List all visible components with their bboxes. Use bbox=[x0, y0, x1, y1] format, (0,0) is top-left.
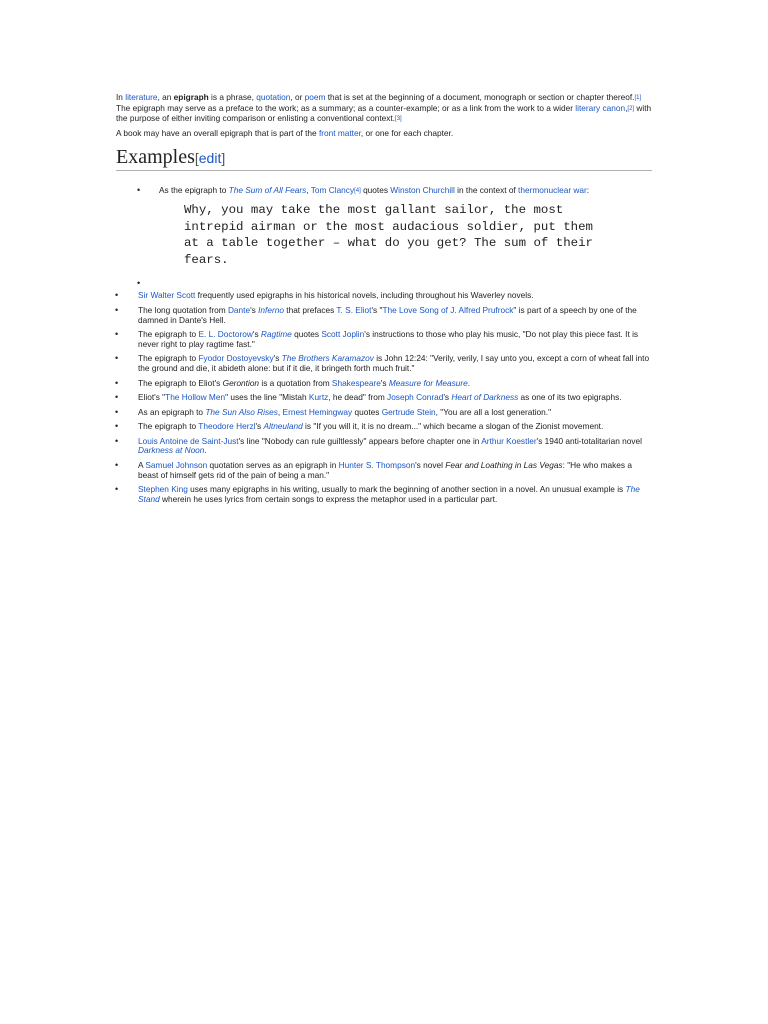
bullet-icon: • bbox=[137, 278, 141, 289]
text: : "He who makes a beast of himself gets rid of the pain of being a man." bbox=[138, 460, 632, 480]
text: quotes bbox=[360, 185, 391, 196]
text: quotes bbox=[352, 406, 382, 417]
churchill-quote: Why, you may take the most gallant sailor, the most intrepid airman or the most audacious soldier, put them at a table together – what do you get? The sum of their fears. bbox=[184, 202, 593, 267]
text: , an bbox=[157, 92, 174, 102]
citation-3[interactable]: [3] bbox=[395, 116, 402, 123]
text: with the purpose of either inviting comparison or enlisting a conventional context. bbox=[116, 102, 652, 124]
list-item bbox=[116, 422, 652, 432]
text: is "If you will it, it is no dream..." which became a slogan of the Zionist movement. bbox=[302, 421, 604, 432]
link-theodore-herzl[interactable]: Theodore Herzl bbox=[198, 421, 256, 432]
text: . bbox=[467, 377, 471, 388]
text: 's line "Nobody can rule guiltlessly" appears before chapter one in bbox=[238, 435, 482, 446]
text: 's 1940 anti-totalitarian novel bbox=[536, 435, 642, 446]
text: that prefaces bbox=[283, 304, 337, 315]
bullet-icon: • bbox=[115, 421, 119, 432]
list-item bbox=[116, 437, 652, 456]
list-item bbox=[116, 461, 652, 480]
bullet-icon: • bbox=[115, 460, 119, 471]
text: , he dead" from bbox=[328, 392, 388, 403]
link-brothers-karamazov[interactable]: The Brothers Karamazov bbox=[281, 353, 374, 364]
bullet-icon: • bbox=[115, 435, 119, 446]
link-poem[interactable]: poem bbox=[304, 92, 326, 102]
text: , or bbox=[290, 92, 305, 102]
text: is John 12:24: "Verily, verily, I say unto you, except a corn of wheat fall into the ground and die, it abideth alone: but if it die, it bringeth forth much fruit." bbox=[138, 353, 650, 373]
text: Eliot's " bbox=[138, 392, 166, 403]
link-quotation[interactable]: quotation bbox=[256, 92, 291, 102]
bullet-icon: • bbox=[115, 304, 119, 315]
text: " is part of a speech by one of the damned in Dante's Hell. bbox=[138, 304, 637, 325]
text: The epigraph to bbox=[138, 421, 199, 432]
text: " uses the line "Mistah bbox=[225, 392, 309, 403]
link-arthur-koestler[interactable]: Arthur Koestler bbox=[481, 435, 537, 446]
link-measure-for-measure[interactable]: Measure for Measure bbox=[388, 377, 468, 388]
text: that is set at the beginning of a document, monograph or section or chapter thereof. bbox=[325, 92, 635, 102]
nested-example-list bbox=[116, 186, 652, 289]
link-joseph-conrad[interactable]: Joseph Conrad bbox=[387, 392, 444, 403]
bracket: ] bbox=[221, 150, 226, 167]
text: 's novel bbox=[415, 460, 446, 471]
text: As the epigraph to bbox=[159, 185, 229, 196]
bullet-icon: • bbox=[115, 377, 119, 388]
link-stephen-king[interactable]: Stephen King bbox=[138, 484, 188, 495]
link-tom-clancy[interactable]: Tom Clancy bbox=[310, 185, 355, 196]
bullet-icon: • bbox=[115, 392, 119, 403]
link-scott-joplin[interactable]: Scott Joplin bbox=[321, 329, 365, 340]
list-item bbox=[116, 306, 652, 325]
list-item bbox=[116, 485, 652, 504]
bullet-icon: • bbox=[115, 290, 119, 301]
text: The epigraph to bbox=[138, 353, 199, 364]
empty-list-item bbox=[136, 279, 652, 289]
link-gertrude-stein[interactable]: Gertrude Stein bbox=[381, 406, 436, 417]
front-matter-paragraph bbox=[116, 129, 652, 139]
link-el-doctorow[interactable]: E. L. Doctorow bbox=[198, 329, 253, 340]
bullet-icon: • bbox=[115, 353, 119, 364]
list-item bbox=[116, 291, 652, 301]
text: , bbox=[277, 406, 283, 417]
text: As an epigraph to bbox=[138, 406, 206, 417]
link-thermonuclear-war[interactable]: thermonuclear war bbox=[518, 185, 587, 196]
link-ragtime[interactable]: Ragtime bbox=[260, 329, 292, 340]
link-walter-scott[interactable]: Sir Walter Scott bbox=[138, 290, 196, 301]
link-literature[interactable]: literature bbox=[125, 92, 158, 102]
text: is a phrase, bbox=[208, 92, 257, 102]
link-dante[interactable]: Dante bbox=[227, 304, 251, 315]
link-literary-canon[interactable]: literary canon bbox=[575, 102, 626, 113]
text: , bbox=[306, 185, 311, 196]
text: : bbox=[586, 185, 590, 196]
link-dostoyevsky[interactable]: Fyodor Dostoyevsky bbox=[198, 353, 274, 364]
text: The epigraph to Eliot's bbox=[138, 377, 223, 388]
term-epigraph: epigraph bbox=[173, 92, 209, 102]
text: The long quotation from bbox=[138, 304, 228, 315]
link-inferno[interactable]: Inferno bbox=[258, 304, 284, 315]
citation-1[interactable]: [1] bbox=[634, 95, 642, 101]
text: 's instructions to those who play his music, "Do not play this piece fast. It is never right to play ragtime fast." bbox=[138, 329, 639, 349]
link-ernest-hemingway[interactable]: Ernest Hemingway bbox=[282, 406, 353, 417]
bullet-icon: • bbox=[115, 484, 119, 495]
text: 's bbox=[380, 377, 389, 388]
text: 's bbox=[252, 329, 261, 340]
title-fear-and-loathing: Fear and Loathing in Las Vegas bbox=[445, 460, 563, 471]
text: 's bbox=[443, 392, 452, 403]
bullet-icon: • bbox=[115, 406, 119, 417]
text: A bbox=[138, 460, 146, 471]
text: frequently used epigraphs in his historical novels, including throughout his Waverley novels. bbox=[195, 290, 534, 301]
text: is a quotation from bbox=[259, 377, 332, 388]
list-item bbox=[116, 379, 652, 389]
text: quotation serves as an epigraph in bbox=[207, 460, 339, 471]
link-shakespeare[interactable]: Shakespeare bbox=[331, 377, 381, 388]
link-the-stand[interactable]: The Stand bbox=[138, 484, 640, 504]
text: 's " bbox=[371, 304, 383, 315]
link-heart-of-darkness[interactable]: Heart of Darkness bbox=[451, 392, 519, 403]
text: , or one for each chapter. bbox=[360, 127, 454, 138]
link-ts-eliot[interactable]: T. S. Eliot bbox=[336, 304, 372, 315]
link-hollow-men[interactable]: The Hollow Men bbox=[165, 392, 226, 403]
article-content bbox=[116, 93, 652, 509]
list-item bbox=[136, 186, 652, 268]
list-item bbox=[116, 393, 652, 403]
text: 's bbox=[250, 304, 259, 315]
text: , "You are all a lost generation." bbox=[435, 406, 552, 417]
text: quotes bbox=[291, 329, 322, 340]
text: The epigraph to bbox=[138, 329, 199, 340]
examples-list bbox=[116, 291, 652, 504]
list-item bbox=[116, 330, 652, 349]
link-kurtz[interactable]: Kurtz bbox=[308, 392, 329, 403]
link-prufrock[interactable]: The Love Song of J. Alfred Prufrock bbox=[382, 304, 514, 315]
citation-2[interactable]: [2] bbox=[627, 105, 635, 112]
link-winston-churchill[interactable]: Winston Churchill bbox=[390, 185, 455, 196]
text: In bbox=[116, 92, 126, 102]
section-heading-examples bbox=[116, 146, 652, 171]
text: A book may have an overall epigraph that is part of the bbox=[116, 127, 319, 138]
bracket: [ bbox=[194, 150, 199, 167]
list-item bbox=[116, 408, 652, 418]
text: 's bbox=[255, 421, 264, 432]
text: as one of its two epigraphs. bbox=[518, 392, 622, 403]
link-hunter-thompson[interactable]: Hunter S. Thompson bbox=[338, 460, 416, 471]
link-sum-of-all-fears[interactable]: The Sum of All Fears bbox=[228, 185, 307, 196]
text: wherein he uses lyrics from certain songs to express the metaphor used in a particular part. bbox=[159, 493, 498, 504]
list-item bbox=[116, 354, 652, 373]
link-front-matter[interactable]: front matter bbox=[318, 127, 361, 138]
text: in the context of bbox=[454, 185, 519, 196]
link-saint-just[interactable]: Louis Antoine de Saint-Just bbox=[138, 435, 239, 446]
text: uses many epigraphs in his writing, usually to mark the beginning of another section in a novel. An unusual example is bbox=[187, 484, 626, 495]
edit-link[interactable]: edit bbox=[198, 150, 222, 167]
text: . bbox=[204, 445, 207, 456]
citation-4[interactable]: [4] bbox=[354, 188, 361, 195]
link-darkness-at-noon[interactable]: Darkness at Noon bbox=[138, 445, 205, 456]
title-gerontion: Gerontion bbox=[222, 377, 260, 388]
text: The epigraph may serve as a preface to the work; as a summary; as a counter-example; or as a link from the work to a wider bbox=[116, 102, 576, 113]
text: , bbox=[625, 102, 628, 113]
bullet-icon: • bbox=[137, 185, 141, 196]
text: 's bbox=[273, 353, 282, 364]
link-altneuland[interactable]: Altneuland bbox=[263, 421, 303, 432]
link-samuel-johnson[interactable]: Samuel Johnson bbox=[145, 460, 208, 471]
intro-paragraph bbox=[116, 93, 652, 125]
link-sun-also-rises[interactable]: The Sun Also Rises bbox=[205, 406, 278, 417]
heading-text: Examples bbox=[116, 146, 195, 169]
bullet-icon: • bbox=[115, 329, 119, 340]
